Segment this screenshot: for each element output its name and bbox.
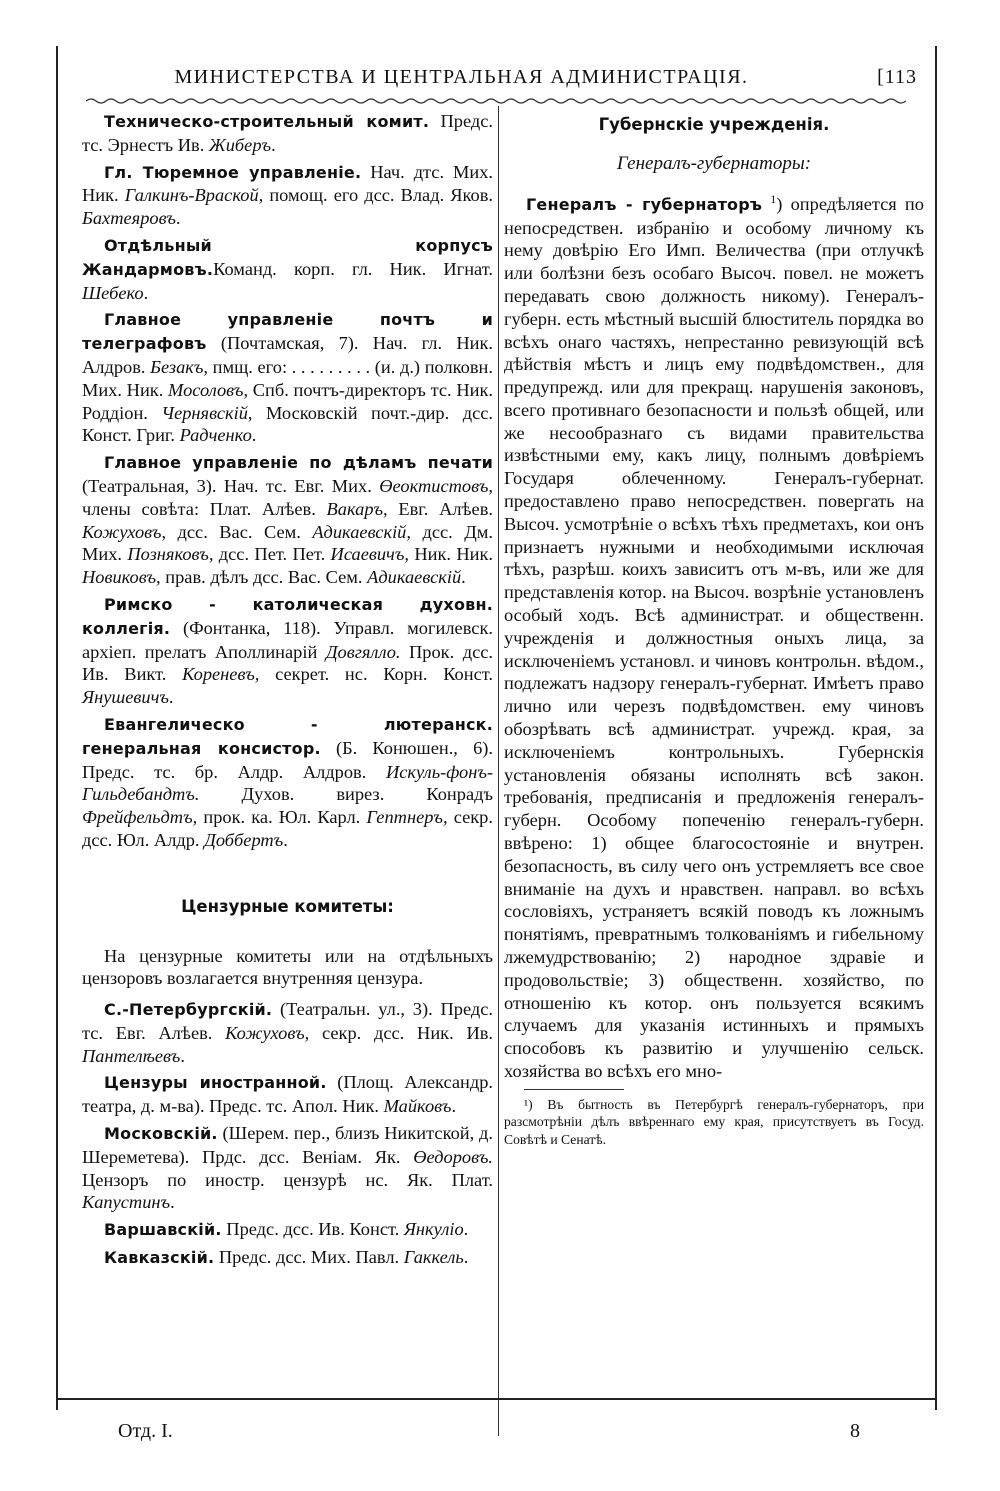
right-column <box>504 110 924 1148</box>
left-column <box>82 110 493 1274</box>
footer-section: Отд. I. <box>118 1420 173 1442</box>
column-divider <box>498 106 499 1436</box>
entry-gendarme-corps: Отдѣльный корпусъ Жандармовъ.Команд. корп. гл. Ник. Игнат. Шебеко. <box>82 235 493 303</box>
entry-lutheran-consistory: Евангелическо - лютеранск. генеральная консистор. (Б. Конюшен., 6). Предс. тс. бр. Алдр. Алдров. Искуль-фонъ-Гильдебандтъ. Духов. вирез. Конрадъ Фрейфельдтъ, прок. ка. Юл. Карл. Гептнеръ, секр. дсс. Юл. Алдр. Доббертъ. <box>82 714 493 850</box>
entry-censor-caucasus: Кавказскій. Предс. дсс. Мих. Павл. Гаккель. <box>104 1247 469 1268</box>
governor-general-text: Генералъ - губернаторъ $^1$) опредѣляется по непосредствен. избранію и особому личному къ нему довѣрію Его Имп. Величества (при отлучкѣ или болѣзни безъ особаго Высоч. повел. не можетъ передавать свою должность никому). Генералъ-губерн. есть мѣстный высшій блюститель порядка во всѣхъ онаго частяхъ, непрестанно ревизующій всѣ дѣйствія мѣстъ и лицъ ему подвѣдомствен., для предупрежд. или для прекращ. нарушенія законовъ, всего противнаго безопасности и пользѣ общей, или же несообразнаго съ видами правительства извѣстными ему, какъ лицу, полнымъ довѣріемъ Государя облеченному. Генералъ-губернат. предоставлено право непосредствен. повергать на Высоч. усмотрѣніе о всѣхъ тѣхъ предметахъ, кои онъ признаетъ нужными и необходимыми исключая тѣхъ, разрѣш. коихъ зависитъ отъ м-въ, или же для представленія котор. на Высоч. возрѣніе установленъ особый ходъ. Всѣ администрат. и общественн. учрежденія и должностныя оныхъ лица, за исключеніемъ установл. и чиновъ контрольн. вѣдом., подлежатъ надзору генералъ-губернат. Имѣетъ право лично или черезъ подвѣдомствен. ему чиновъ обозрѣвать всѣ администрат. учрежд. края, за исключеніемъ контрольныхъ. Губернскія установленія обязаны исполнять всѣ закон. требованія, предписанія и предложенія генералъ-губерн. Особому попеченію генералъ-губерн. ввѣрено: 1) общее благосостояніе и внутрен. безопасность, въ силу чего онъ устремляетъ все свое вниманіе на духъ и нравствен. направл. во всѣхъ сословіяхъ, устраняетъ всякій поводъ къ ложнымъ понятіямъ, превратнымъ толкованіямъ и гибельному лжемудрствованію; 2) народное здравіе и продовольствіе; 3) общественн. хозяйство, по отношенію къ котор. онъ пользуется всякимъ случаемъ для указанія истинныхъ и прямыхъ способовъ къ развитію и улучшенію сельск. хозяйства во всѣхъ его мно- <box>504 191 924 1081</box>
entry-censor-moscow: Московскій. (Шерем. пер., близъ Никитской, д. Шереметева). Прдс. дсс. Веніам. Як. Өедоровъ. Цензоръ по иностр. цензурѣ нс. Як. Плат. Капустинъ. <box>82 1123 493 1213</box>
entry-prison-administration: Гл. Тюремное управленіе. Нач. дтс. Мих. Ник. Галкинъ-Враской, помощ. его дсс. Влад. Яков. Бахтеяровъ. <box>82 161 493 229</box>
governors-subheading: Генералъ-губернаторы: <box>616 152 812 174</box>
running-header <box>58 64 935 96</box>
header-title: МИНИСТЕРСТВА И ЦЕНТРАЛЬНАЯ АДМИНИСТРАЦІЯ. <box>174 66 749 88</box>
footnote-rule <box>524 1089 624 1090</box>
footnote: ¹) Въ бытность въ Петербургѣ генералъ-губернаторъ, при разсмотрѣніи дѣлъ ввѣреннаго ему края, присутствуетъ въ Госуд. Совѣтѣ и Сенатѣ. <box>504 1096 924 1147</box>
censor-section-heading: Цензурные комитеты: <box>181 896 394 916</box>
entry-censor-foreign: Цензуры иностранной. (Площ. Александр. театра, д. м-ва). Предс. тс. Апол. Ник. Майковъ. <box>82 1072 493 1117</box>
entry-post-telegraph: Главное управленіе почтъ и телеграфовъ (Почтамская, 7). Нач. гл. Ник. Алдров. Безакъ, пмщ. его: . . . . . . . . . (и. д.) полковн. Мих. Ник. Мосоловъ, Спб. почтъ-директоръ тс. Ник. Роддіон. Чернявскій, Московскій почт.-дир. дсс. Конст. Григ. Радченко. <box>82 310 494 446</box>
entry-technical-committee: Техническо-строительный комит. Предс. тс. Эрнестъ Ив. Жиберъ. <box>82 111 493 155</box>
entry-press-affairs: Главное управленіе по дѣламъ печати (Театральная, 3). Нач. тс. Евг. Мих. Өеоктистовъ, члены совѣта: Плат. Алѣев. Вакаръ, Евг. Алѣев. Кожуховъ, дсс. Вас. Сем. Адикаевскій, дсс. Дм. Мих. Позняковъ, дсс. Пет. Пет. Исаевичъ, Ник. Ник. Новиковъ, прав. дѣлъ дсс. Вас. Сем. Адикаевскій. <box>82 453 494 588</box>
entry-censor-spb: С.-Петербургскій. (Театральн. ул., 3). Предс. тс. Евг. Алѣев. Кожуховъ, секр. дсс. Ник. Ив. Пантелѣевъ. <box>82 999 494 1066</box>
footer-page-number: 8 <box>850 1420 860 1442</box>
censor-intro: На цензурные комитеты или на отдѣльныхъ цензоровъ возлагается внутренняя цензура. <box>82 945 493 989</box>
bottom-rule <box>56 1398 937 1400</box>
entry-censor-warsaw: Варшавскій. Предс. дсс. Ив. Конст. Янкуліо. <box>104 1219 469 1240</box>
entry-catholic-college: Римско - католическая духовн. коллегія. (Фонтанка, 118). Управл. могилевск. архіеп. прелатъ Аполлинарій Довгялло. Прок. дсс. Ив. Викт. Кореневъ, секрет. нс. Корн. Конст. Янушевичъ. <box>82 594 493 708</box>
wavy-rule <box>86 96 906 106</box>
footnote-ref: 1 <box>770 191 777 206</box>
header-page-number: [113 <box>877 66 917 88</box>
page-frame <box>56 46 937 1410</box>
provincial-heading: Губернскіе учрежденія. <box>598 115 830 134</box>
